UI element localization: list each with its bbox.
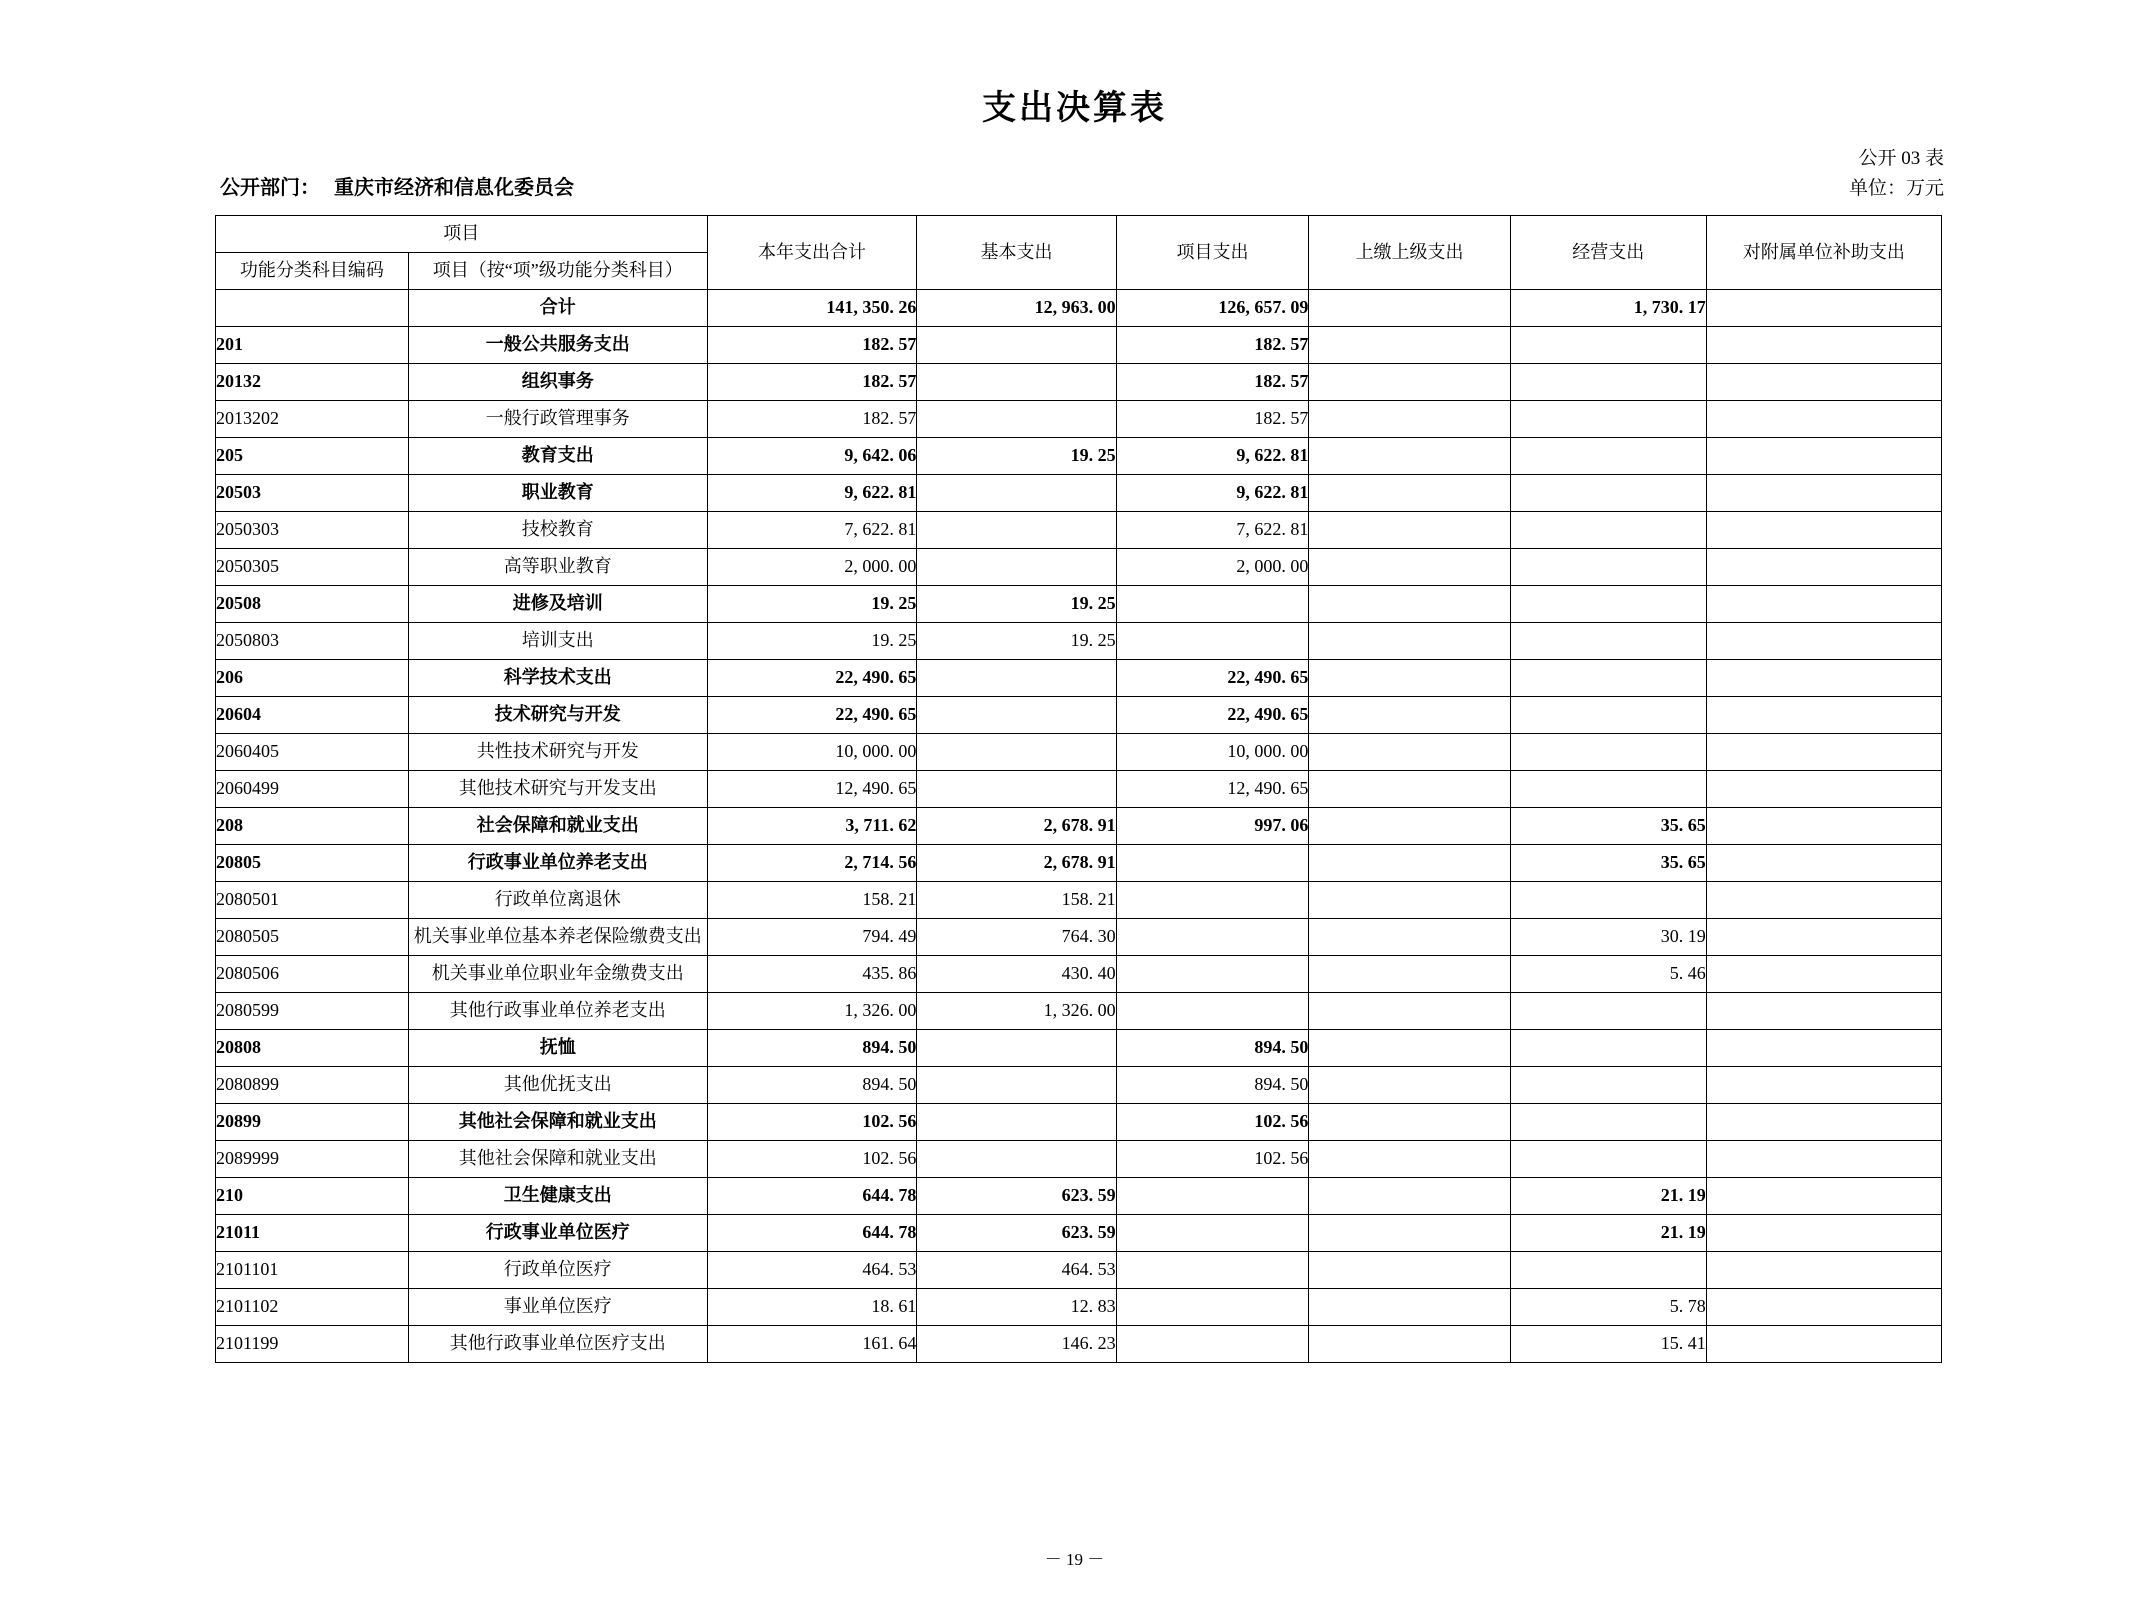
cell-project: 182. 57 bbox=[1116, 364, 1309, 401]
table-row bbox=[216, 475, 1942, 512]
cell-basic: 158. 21 bbox=[917, 882, 1116, 919]
cell-upper bbox=[1309, 438, 1510, 475]
cell-total: 12, 490. 65 bbox=[707, 771, 917, 808]
cell-business bbox=[1510, 1030, 1706, 1067]
cell-subsidy bbox=[1706, 290, 1941, 327]
cell-name: 技校教育 bbox=[408, 512, 707, 549]
cell-business bbox=[1510, 438, 1706, 475]
cell-subsidy bbox=[1706, 364, 1941, 401]
cell-basic: 764. 30 bbox=[917, 919, 1116, 956]
page-footer: － 19 － bbox=[1044, 1550, 1105, 1569]
table-row bbox=[216, 734, 1942, 771]
cell-business: 15. 41 bbox=[1510, 1326, 1706, 1363]
cell-basic: 1, 326. 00 bbox=[917, 993, 1116, 1030]
unit-note: 单位：万元 bbox=[1848, 178, 1944, 199]
cell-project bbox=[1116, 993, 1309, 1030]
cell-upper bbox=[1309, 290, 1510, 327]
cell-basic: 2, 678. 91 bbox=[917, 808, 1116, 845]
cell-subsidy bbox=[1706, 623, 1941, 660]
cell-basic: 19. 25 bbox=[917, 586, 1116, 623]
meta-row bbox=[0, 148, 2149, 201]
cell-project: 894. 50 bbox=[1116, 1067, 1309, 1104]
cell-project: 22, 490. 65 bbox=[1116, 660, 1309, 697]
cell-subsidy bbox=[1706, 438, 1941, 475]
cell-subsidy bbox=[1706, 1104, 1941, 1141]
cell-business bbox=[1510, 1104, 1706, 1141]
cell-business bbox=[1510, 660, 1706, 697]
cell-code: 2050303 bbox=[216, 512, 409, 549]
cell-business bbox=[1510, 586, 1706, 623]
cell-basic: 623. 59 bbox=[917, 1178, 1116, 1215]
cell-subsidy bbox=[1706, 1215, 1941, 1252]
table-row bbox=[216, 327, 1942, 364]
cell-code: 201 bbox=[216, 327, 409, 364]
header-col-upper: 上缴上级支出 bbox=[1309, 216, 1510, 290]
cell-total: 1, 326. 00 bbox=[707, 993, 917, 1030]
cell-business bbox=[1510, 512, 1706, 549]
cell-project bbox=[1116, 845, 1309, 882]
cell-business bbox=[1510, 734, 1706, 771]
cell-business bbox=[1510, 327, 1706, 364]
cell-upper bbox=[1309, 1289, 1510, 1326]
table-row bbox=[216, 845, 1942, 882]
cell-subsidy bbox=[1706, 1030, 1941, 1067]
cell-upper bbox=[1309, 586, 1510, 623]
cell-subsidy bbox=[1706, 1252, 1941, 1289]
cell-code: 2050305 bbox=[216, 549, 409, 586]
header-col-business: 经营支出 bbox=[1510, 216, 1706, 290]
cell-business: 1, 730. 17 bbox=[1510, 290, 1706, 327]
cell-upper bbox=[1309, 993, 1510, 1030]
cell-basic bbox=[917, 475, 1116, 512]
cell-upper bbox=[1309, 1326, 1510, 1363]
cell-code bbox=[216, 290, 409, 327]
cell-business: 5. 78 bbox=[1510, 1289, 1706, 1326]
cell-name: 一般行政管理事务 bbox=[408, 401, 707, 438]
table-row bbox=[216, 438, 1942, 475]
cell-total: 161. 64 bbox=[707, 1326, 917, 1363]
cell-subsidy bbox=[1706, 919, 1941, 956]
table-row bbox=[216, 401, 1942, 438]
cell-total: 894. 50 bbox=[707, 1030, 917, 1067]
cell-total: 7, 622. 81 bbox=[707, 512, 917, 549]
cell-total: 644. 78 bbox=[707, 1215, 917, 1252]
cell-basic: 146. 23 bbox=[917, 1326, 1116, 1363]
cell-total: 182. 57 bbox=[707, 327, 917, 364]
cell-project bbox=[1116, 919, 1309, 956]
cell-upper bbox=[1309, 1067, 1510, 1104]
cell-upper bbox=[1309, 1104, 1510, 1141]
cell-total: 158. 21 bbox=[707, 882, 917, 919]
header-col-subsidy: 对附属单位补助支出 bbox=[1706, 216, 1941, 290]
cell-project bbox=[1116, 623, 1309, 660]
table-row bbox=[216, 1067, 1942, 1104]
table-row bbox=[216, 1215, 1942, 1252]
cell-name: 行政事业单位养老支出 bbox=[408, 845, 707, 882]
header-row-group bbox=[216, 216, 1942, 253]
cell-project: 9, 622. 81 bbox=[1116, 438, 1309, 475]
cell-business bbox=[1510, 882, 1706, 919]
cell-project bbox=[1116, 586, 1309, 623]
cell-name: 职业教育 bbox=[408, 475, 707, 512]
cell-code: 2060405 bbox=[216, 734, 409, 771]
cell-subsidy bbox=[1706, 956, 1941, 993]
table-row bbox=[216, 1326, 1942, 1363]
cell-code: 2050803 bbox=[216, 623, 409, 660]
cell-business: 5. 46 bbox=[1510, 956, 1706, 993]
cell-basic: 464. 53 bbox=[917, 1252, 1116, 1289]
cell-code: 2013202 bbox=[216, 401, 409, 438]
table-row bbox=[216, 1289, 1942, 1326]
cell-project: 7, 622. 81 bbox=[1116, 512, 1309, 549]
cell-subsidy bbox=[1706, 808, 1941, 845]
cell-upper bbox=[1309, 549, 1510, 586]
cell-total: 464. 53 bbox=[707, 1252, 917, 1289]
cell-code: 20805 bbox=[216, 845, 409, 882]
cell-project: 9, 622. 81 bbox=[1116, 475, 1309, 512]
cell-basic: 12, 963. 00 bbox=[917, 290, 1116, 327]
cell-name: 行政事业单位医疗 bbox=[408, 1215, 707, 1252]
cell-total: 18. 61 bbox=[707, 1289, 917, 1326]
cell-code: 21011 bbox=[216, 1215, 409, 1252]
cell-business: 30. 19 bbox=[1510, 919, 1706, 956]
cell-code: 2060499 bbox=[216, 771, 409, 808]
cell-basic bbox=[917, 771, 1116, 808]
cell-upper bbox=[1309, 882, 1510, 919]
cell-basic: 2, 678. 91 bbox=[917, 845, 1116, 882]
cell-upper bbox=[1309, 401, 1510, 438]
cell-total: 2, 000. 00 bbox=[707, 549, 917, 586]
cell-code: 20808 bbox=[216, 1030, 409, 1067]
cell-project: 102. 56 bbox=[1116, 1141, 1309, 1178]
cell-subsidy bbox=[1706, 734, 1941, 771]
cell-project: 182. 57 bbox=[1116, 327, 1309, 364]
cell-subsidy bbox=[1706, 1289, 1941, 1326]
cell-business: 21. 19 bbox=[1510, 1215, 1706, 1252]
table-row bbox=[216, 1178, 1942, 1215]
expenditure-table bbox=[215, 215, 1942, 1363]
cell-name: 组织事务 bbox=[408, 364, 707, 401]
table-row bbox=[216, 771, 1942, 808]
cell-subsidy bbox=[1706, 845, 1941, 882]
cell-project bbox=[1116, 1326, 1309, 1363]
cell-basic: 623. 59 bbox=[917, 1215, 1116, 1252]
cell-business bbox=[1510, 993, 1706, 1030]
cell-basic: 19. 25 bbox=[917, 438, 1116, 475]
cell-name: 共性技术研究与开发 bbox=[408, 734, 707, 771]
cell-business bbox=[1510, 1252, 1706, 1289]
table-header bbox=[216, 216, 1942, 290]
cell-upper bbox=[1309, 845, 1510, 882]
cell-project bbox=[1116, 1252, 1309, 1289]
cell-business: 21. 19 bbox=[1510, 1178, 1706, 1215]
cell-code: 210 bbox=[216, 1178, 409, 1215]
cell-business: 35. 65 bbox=[1510, 808, 1706, 845]
cell-code: 208 bbox=[216, 808, 409, 845]
cell-total: 2, 714. 56 bbox=[707, 845, 917, 882]
cell-code: 20604 bbox=[216, 697, 409, 734]
cell-subsidy bbox=[1706, 327, 1941, 364]
cell-total: 19. 25 bbox=[707, 623, 917, 660]
cell-upper bbox=[1309, 956, 1510, 993]
cell-name: 其他社会保障和就业支出 bbox=[408, 1141, 707, 1178]
cell-project bbox=[1116, 1289, 1309, 1326]
cell-code: 2101199 bbox=[216, 1326, 409, 1363]
cell-upper bbox=[1309, 1030, 1510, 1067]
cell-subsidy bbox=[1706, 586, 1941, 623]
cell-name: 行政单位离退休 bbox=[408, 882, 707, 919]
cell-basic bbox=[917, 512, 1116, 549]
cell-project bbox=[1116, 1178, 1309, 1215]
table-row bbox=[216, 586, 1942, 623]
cell-subsidy bbox=[1706, 993, 1941, 1030]
cell-business bbox=[1510, 364, 1706, 401]
cell-code: 20508 bbox=[216, 586, 409, 623]
cell-name: 技术研究与开发 bbox=[408, 697, 707, 734]
department-label: 公开部门： bbox=[220, 177, 320, 199]
cell-total: 794. 49 bbox=[707, 919, 917, 956]
cell-subsidy bbox=[1706, 1141, 1941, 1178]
cell-basic bbox=[917, 734, 1116, 771]
table-row bbox=[216, 993, 1942, 1030]
cell-name: 抚恤 bbox=[408, 1030, 707, 1067]
cell-code: 2080501 bbox=[216, 882, 409, 919]
table-row bbox=[216, 1141, 1942, 1178]
cell-total: 141, 350. 26 bbox=[707, 290, 917, 327]
cell-total: 894. 50 bbox=[707, 1067, 917, 1104]
cell-name: 其他行政事业单位医疗支出 bbox=[408, 1326, 707, 1363]
cell-total: 182. 57 bbox=[707, 364, 917, 401]
cell-total: 9, 642. 06 bbox=[707, 438, 917, 475]
cell-total: 182. 57 bbox=[707, 401, 917, 438]
header-col-name: 项目（按“项”级功能分类科目） bbox=[408, 253, 707, 290]
cell-project bbox=[1116, 956, 1309, 993]
cell-project bbox=[1116, 1215, 1309, 1252]
cell-basic: 430. 40 bbox=[917, 956, 1116, 993]
cell-name: 一般公共服务支出 bbox=[408, 327, 707, 364]
cell-name: 其他社会保障和就业支出 bbox=[408, 1104, 707, 1141]
cell-upper bbox=[1309, 1252, 1510, 1289]
cell-name: 其他优抚支出 bbox=[408, 1067, 707, 1104]
cell-business: 35. 65 bbox=[1510, 845, 1706, 882]
cell-code: 20899 bbox=[216, 1104, 409, 1141]
cell-total: 3, 711. 62 bbox=[707, 808, 917, 845]
cell-basic bbox=[917, 401, 1116, 438]
cell-business bbox=[1510, 549, 1706, 586]
header-col-project: 项目支出 bbox=[1116, 216, 1309, 290]
department-line bbox=[220, 171, 574, 200]
header-col-code: 功能分类科目编码 bbox=[216, 253, 409, 290]
cell-code: 2080599 bbox=[216, 993, 409, 1030]
table-row bbox=[216, 956, 1942, 993]
cell-name: 教育支出 bbox=[408, 438, 707, 475]
cell-upper bbox=[1309, 734, 1510, 771]
table-body bbox=[216, 290, 1942, 1363]
cell-project bbox=[1116, 882, 1309, 919]
cell-upper bbox=[1309, 771, 1510, 808]
cell-upper bbox=[1309, 623, 1510, 660]
cell-name: 事业单位医疗 bbox=[408, 1289, 707, 1326]
cell-project: 894. 50 bbox=[1116, 1030, 1309, 1067]
cell-business bbox=[1510, 1067, 1706, 1104]
cell-code: 206 bbox=[216, 660, 409, 697]
cell-business bbox=[1510, 771, 1706, 808]
cell-upper bbox=[1309, 475, 1510, 512]
cell-subsidy bbox=[1706, 882, 1941, 919]
cell-subsidy bbox=[1706, 401, 1941, 438]
cell-basic bbox=[917, 1104, 1116, 1141]
cell-project: 2, 000. 00 bbox=[1116, 549, 1309, 586]
table-row bbox=[216, 549, 1942, 586]
cell-code: 2089999 bbox=[216, 1141, 409, 1178]
cell-total: 19. 25 bbox=[707, 586, 917, 623]
cell-business bbox=[1510, 1141, 1706, 1178]
table-row bbox=[216, 1104, 1942, 1141]
department-name: 重庆市经济和信息化委员会 bbox=[334, 177, 574, 199]
cell-name: 其他技术研究与开发支出 bbox=[408, 771, 707, 808]
cell-basic bbox=[917, 1141, 1116, 1178]
cell-total: 102. 56 bbox=[707, 1141, 917, 1178]
cell-upper bbox=[1309, 327, 1510, 364]
cell-upper bbox=[1309, 697, 1510, 734]
cell-code: 2080506 bbox=[216, 956, 409, 993]
cell-upper bbox=[1309, 364, 1510, 401]
cell-name: 卫生健康支出 bbox=[408, 1178, 707, 1215]
cell-subsidy bbox=[1706, 1067, 1941, 1104]
cell-upper bbox=[1309, 660, 1510, 697]
cell-name: 其他行政事业单位养老支出 bbox=[408, 993, 707, 1030]
cell-total: 644. 78 bbox=[707, 1178, 917, 1215]
table-row bbox=[216, 364, 1942, 401]
cell-upper bbox=[1309, 808, 1510, 845]
cell-name: 科学技术支出 bbox=[408, 660, 707, 697]
cell-project: 126, 657. 09 bbox=[1116, 290, 1309, 327]
cell-subsidy bbox=[1706, 1178, 1941, 1215]
cell-name: 合计 bbox=[408, 290, 707, 327]
cell-basic bbox=[917, 1030, 1116, 1067]
cell-total: 22, 490. 65 bbox=[707, 697, 917, 734]
cell-code: 2101101 bbox=[216, 1252, 409, 1289]
cell-subsidy bbox=[1706, 512, 1941, 549]
cell-basic bbox=[917, 327, 1116, 364]
cell-basic: 19. 25 bbox=[917, 623, 1116, 660]
cell-upper bbox=[1309, 1215, 1510, 1252]
cell-name: 机关事业单位职业年金缴费支出 bbox=[408, 956, 707, 993]
cell-total: 10, 000. 00 bbox=[707, 734, 917, 771]
cell-basic bbox=[917, 697, 1116, 734]
cell-project: 22, 490. 65 bbox=[1116, 697, 1309, 734]
cell-basic bbox=[917, 660, 1116, 697]
cell-code: 205 bbox=[216, 438, 409, 475]
cell-name: 培训支出 bbox=[408, 623, 707, 660]
header-col-total: 本年支出合计 bbox=[707, 216, 917, 290]
cell-upper bbox=[1309, 919, 1510, 956]
table-row bbox=[216, 919, 1942, 956]
cell-code: 2080899 bbox=[216, 1067, 409, 1104]
table-row bbox=[216, 808, 1942, 845]
cell-subsidy bbox=[1706, 771, 1941, 808]
cell-project: 997. 06 bbox=[1116, 808, 1309, 845]
cell-total: 9, 622. 81 bbox=[707, 475, 917, 512]
cell-project: 10, 000. 00 bbox=[1116, 734, 1309, 771]
header-item-group: 项目 bbox=[216, 216, 708, 253]
table-row bbox=[216, 697, 1942, 734]
table-row bbox=[216, 660, 1942, 697]
cell-basic bbox=[917, 549, 1116, 586]
cell-code: 2080505 bbox=[216, 919, 409, 956]
cell-project: 182. 57 bbox=[1116, 401, 1309, 438]
cell-name: 机关事业单位基本养老保险缴费支出 bbox=[408, 919, 707, 956]
cell-code: 2101102 bbox=[216, 1289, 409, 1326]
cell-total: 102. 56 bbox=[707, 1104, 917, 1141]
cell-name: 进修及培训 bbox=[408, 586, 707, 623]
header-col-basic: 基本支出 bbox=[917, 216, 1116, 290]
cell-subsidy bbox=[1706, 475, 1941, 512]
cell-basic bbox=[917, 1067, 1116, 1104]
cell-basic bbox=[917, 364, 1116, 401]
cell-business bbox=[1510, 475, 1706, 512]
cell-name: 高等职业教育 bbox=[408, 549, 707, 586]
cell-name: 行政单位医疗 bbox=[408, 1252, 707, 1289]
cell-basic: 12. 83 bbox=[917, 1289, 1116, 1326]
table-row bbox=[216, 623, 1942, 660]
cell-code: 20503 bbox=[216, 475, 409, 512]
cell-subsidy bbox=[1706, 660, 1941, 697]
cell-upper bbox=[1309, 1178, 1510, 1215]
cell-code: 20132 bbox=[216, 364, 409, 401]
page-root bbox=[0, 80, 2149, 1600]
form-number: 公开 03 表 bbox=[1858, 148, 1944, 169]
table-row bbox=[216, 1252, 1942, 1289]
table-row bbox=[216, 512, 1942, 549]
cell-total: 435. 86 bbox=[707, 956, 917, 993]
cell-total: 22, 490. 65 bbox=[707, 660, 917, 697]
cell-upper bbox=[1309, 1141, 1510, 1178]
page-title: 支出决算表 bbox=[982, 88, 1167, 128]
cell-business bbox=[1510, 623, 1706, 660]
cell-subsidy bbox=[1706, 549, 1941, 586]
cell-name: 社会保障和就业支出 bbox=[408, 808, 707, 845]
cell-business bbox=[1510, 697, 1706, 734]
table-row bbox=[216, 882, 1942, 919]
cell-subsidy bbox=[1706, 697, 1941, 734]
cell-business bbox=[1510, 401, 1706, 438]
cell-upper bbox=[1309, 512, 1510, 549]
table-row bbox=[216, 290, 1942, 327]
cell-project: 102. 56 bbox=[1116, 1104, 1309, 1141]
table-row bbox=[216, 1030, 1942, 1067]
cell-project: 12, 490. 65 bbox=[1116, 771, 1309, 808]
cell-subsidy bbox=[1706, 1326, 1941, 1363]
